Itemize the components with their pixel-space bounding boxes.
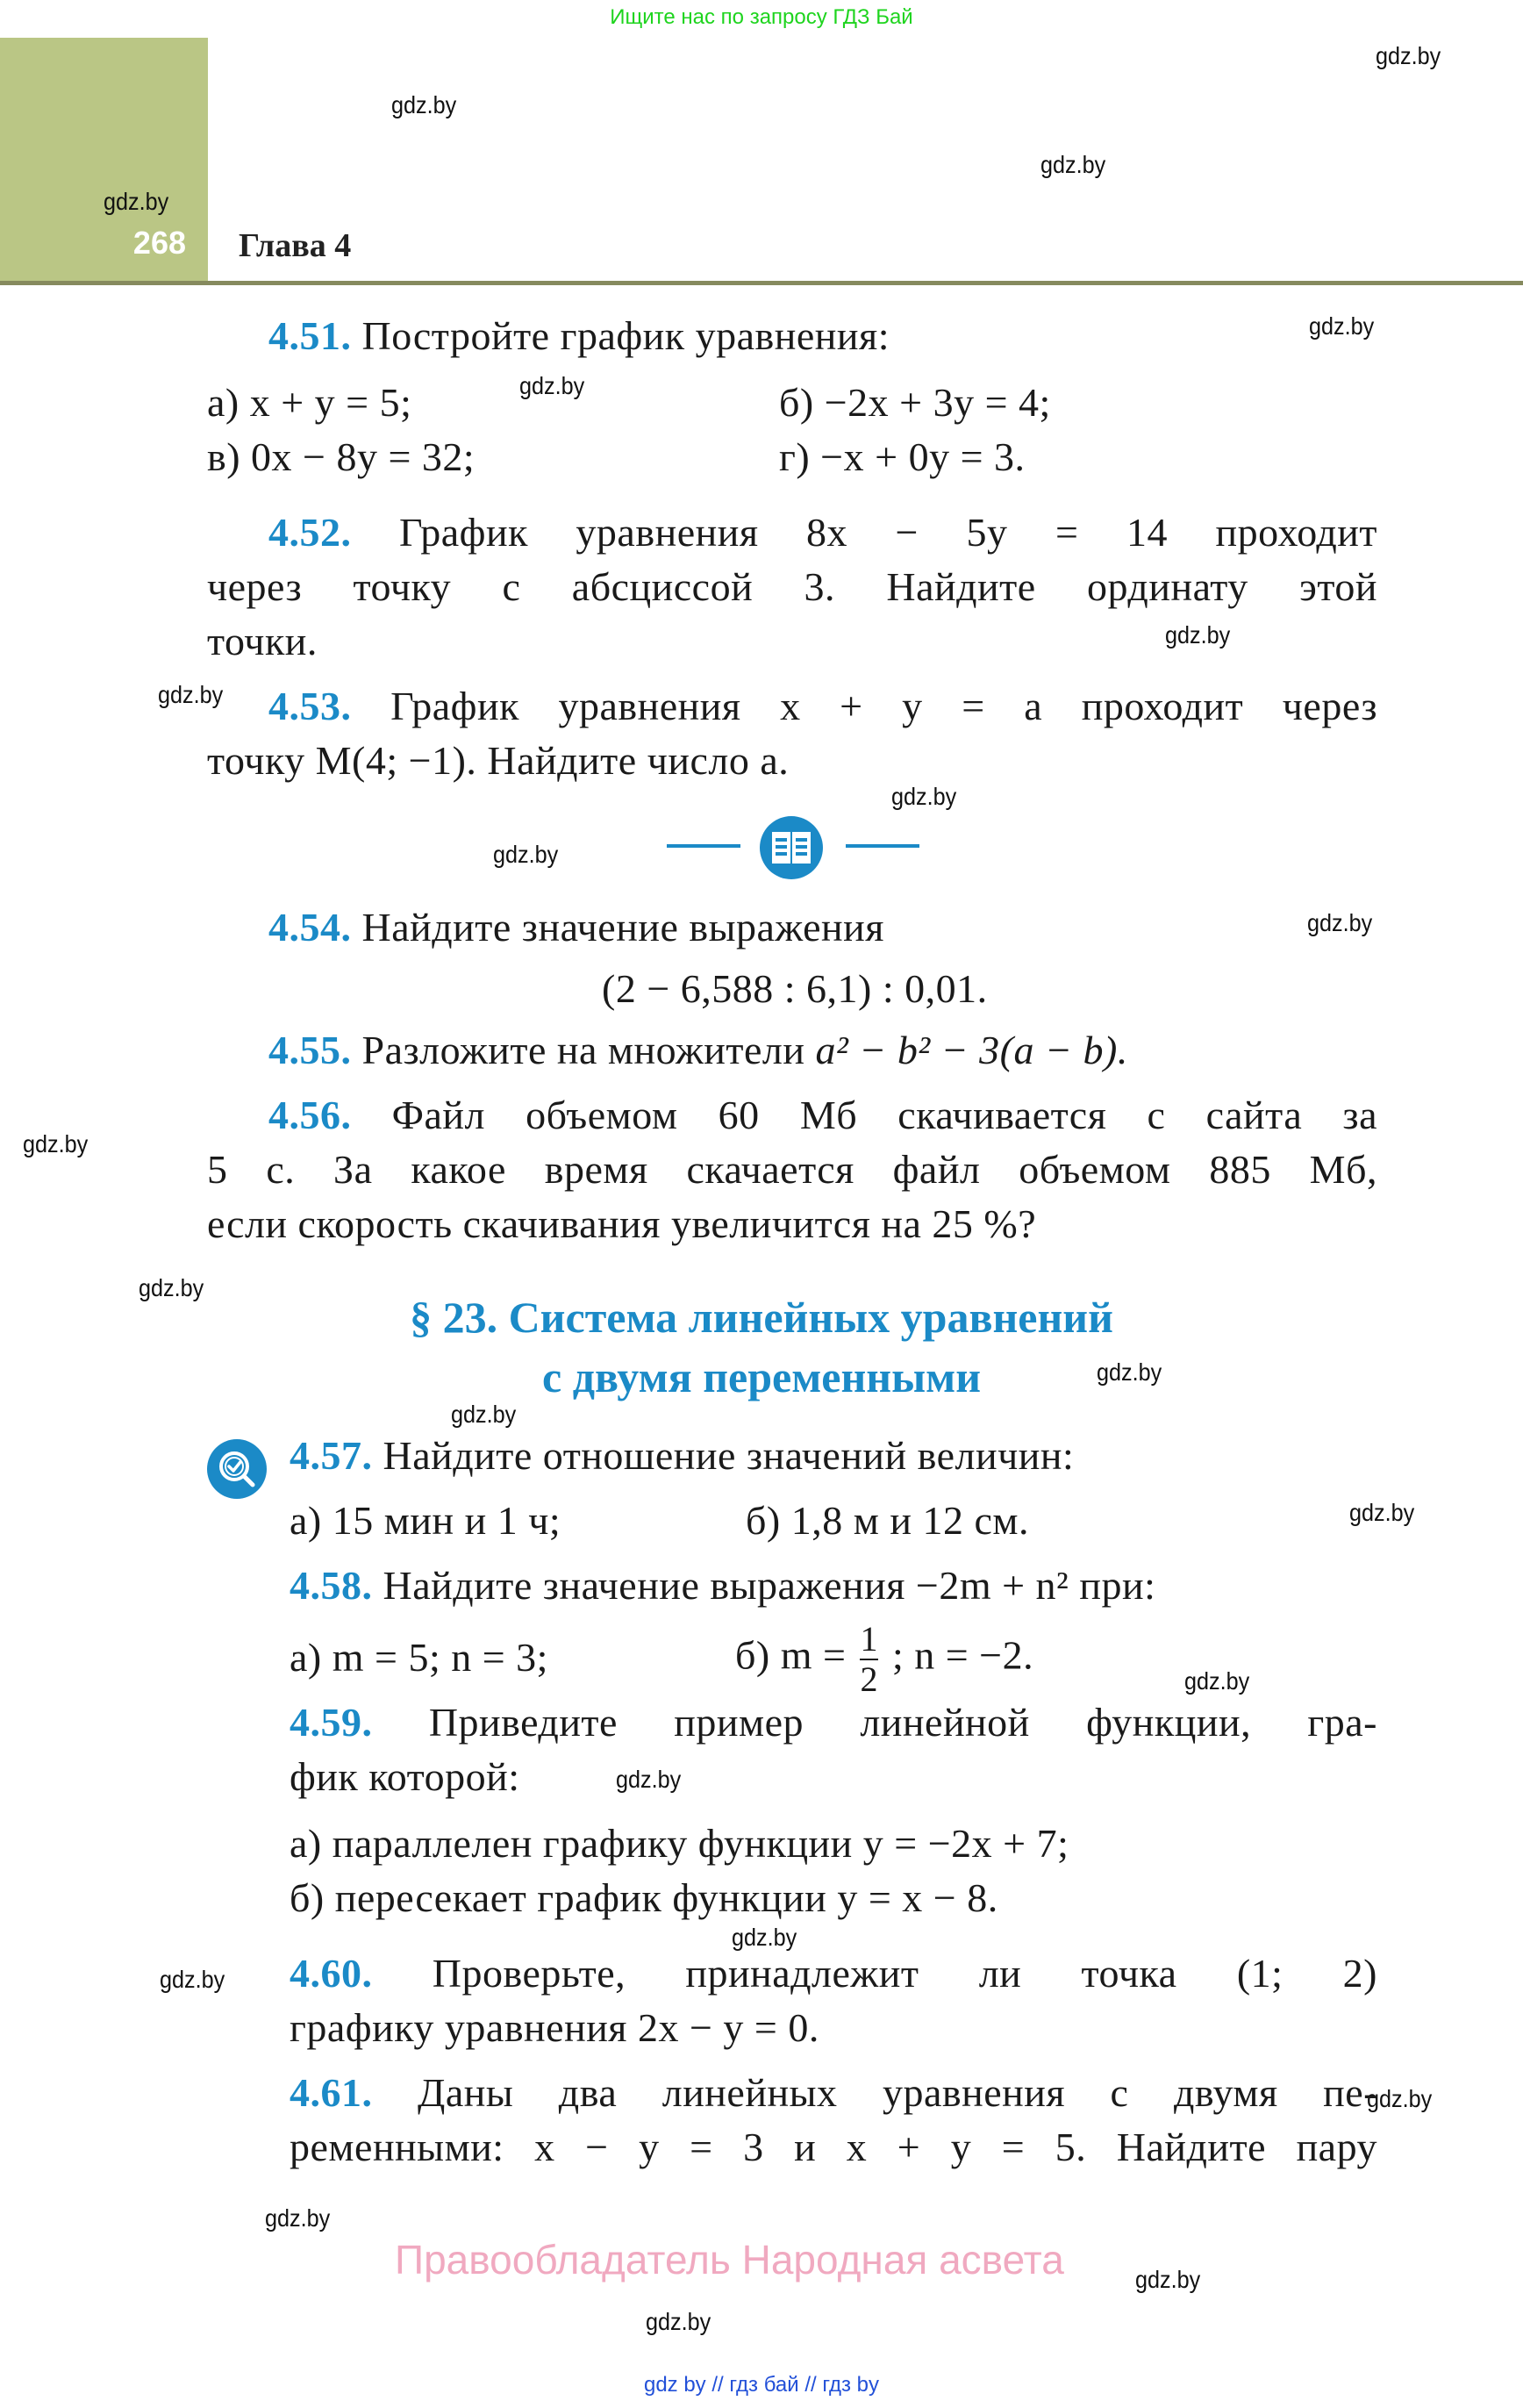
- problem-text: ; n = −2.: [891, 1632, 1034, 1678]
- problem-number: 4.56.: [268, 1093, 352, 1137]
- problem-4-59-b: б) пересекает график функции y = x − 8.: [290, 1875, 998, 1920]
- problem-text: Постройте график уравнения:: [361, 313, 890, 358]
- footer-links[interactable]: gdz by // гдз бай // гдз by: [643, 2373, 880, 2397]
- book-icon: [760, 816, 823, 879]
- fraction: [860, 1619, 878, 1699]
- problem-number: 4.57.: [290, 1433, 373, 1478]
- problem-4-51: [268, 312, 890, 359]
- watermark: gdz.by: [1376, 42, 1441, 69]
- problem-text: Проверьте, принадлежит ли точка (1; 2): [432, 1951, 1378, 1996]
- problem-text: График уравнения x + y = a проходит через: [390, 684, 1377, 728]
- page-number: 268: [132, 225, 186, 261]
- problem-4-56: [268, 1092, 1377, 1138]
- watermark: gdz.by: [519, 372, 585, 399]
- fraction-numerator: 1: [860, 1619, 878, 1659]
- problem-4-57-b: б) 1,8 м и 12 см.: [746, 1498, 1029, 1543]
- watermark: gdz.by: [1349, 1499, 1415, 1526]
- problem-4-53: [268, 683, 1377, 729]
- watermark: gdz.by: [391, 91, 457, 118]
- problem-4-58-b: [735, 1619, 1034, 1699]
- problem-number: 4.53.: [268, 684, 352, 728]
- watermark: gdz.by: [616, 1766, 682, 1793]
- magnifier-check-icon: [207, 1439, 267, 1499]
- problem-4-51-a: а) x + y = 5;: [207, 380, 412, 425]
- watermark: gdz.by: [1135, 2266, 1201, 2293]
- watermark: gdz.by: [891, 783, 957, 810]
- watermark: gdz.by: [139, 1274, 204, 1301]
- watermark: gdz.by: [1307, 909, 1373, 936]
- section-title-line-2: с двумя переменными: [542, 1352, 981, 1401]
- problem-text: График уравнения 8x − 5y = 14 проходит: [399, 510, 1378, 555]
- problem-number: 4.58.: [290, 1563, 373, 1608]
- watermark: gdz.by: [1184, 1667, 1250, 1695]
- problem-text: ременными: x − y = 3 и x + y = 5. Найдите пару: [290, 2125, 1377, 2169]
- watermark: gdz.by: [1367, 2085, 1433, 2112]
- watermark: gdz.by: [1309, 312, 1375, 340]
- problem-number: 4.55.: [268, 1028, 352, 1072]
- watermark: gdz.by: [493, 841, 559, 868]
- problem-4-51-g: г) −x + 0y = 3.: [779, 434, 1026, 479]
- problem-text: Разложите на множители: [361, 1028, 805, 1072]
- problem-4-51-v: в) 0x − 8y = 32;: [207, 434, 475, 479]
- copyright-notice: Правообладатель Народная асвета: [395, 2237, 1064, 2283]
- problem-number: 4.61.: [290, 2070, 373, 2115]
- problem-text: Найдите значение выражения −2m + n² при:: [383, 1563, 1156, 1608]
- problem-number: 4.54.: [268, 905, 352, 950]
- problem-4-57: [290, 1432, 1074, 1479]
- top-banner: Ищите нас по запросу ГДЗ Бай: [610, 5, 913, 29]
- watermark: gdz.by: [451, 1401, 517, 1428]
- watermark: gdz.by: [104, 188, 169, 215]
- problem-text: через точку с абсциссой 3. Найдите ординату этой: [207, 564, 1377, 609]
- problem-4-59: [290, 1699, 1377, 1745]
- problem-4-57-a: а) 15 мин и 1 ч;: [290, 1498, 561, 1543]
- problem-4-55: [268, 1027, 1128, 1073]
- problem-4-54-expression: (2 − 6,588 : 6,1) : 0,01.: [602, 966, 988, 1011]
- watermark: gdz.by: [1040, 151, 1106, 178]
- problem-number: 4.51.: [268, 313, 352, 358]
- problem-4-60: [290, 1950, 1377, 1996]
- divider-line-right: [846, 844, 919, 848]
- problem-text: графику уравнения 2x − y = 0.: [290, 2005, 819, 2050]
- problem-4-52: [268, 509, 1377, 555]
- problem-number: 4.59.: [290, 1700, 373, 1745]
- problem-text: Приведите пример линейной функции, гра-: [428, 1700, 1377, 1745]
- fraction-denominator: 2: [860, 1659, 878, 1699]
- problem-text: Файл объемом 60 Мб скачивается с сайта за: [391, 1093, 1377, 1137]
- problem-expression: a² − b² − 3(a − b).: [815, 1028, 1128, 1072]
- watermark: gdz.by: [646, 2308, 711, 2335]
- problem-text: если скорость скачивания увеличится на 25 %?: [207, 1201, 1037, 1246]
- problem-text: Найдите значение выражения: [361, 905, 884, 950]
- watermark: gdz.by: [732, 1924, 797, 1951]
- problem-text: Найдите отношение значений величин:: [383, 1433, 1075, 1478]
- watermark: gdz.by: [1097, 1358, 1162, 1386]
- problem-text: б) m =: [735, 1632, 847, 1678]
- problem-4-51-b: б) −2x + 3y = 4;: [779, 380, 1051, 425]
- problem-text: точки.: [207, 619, 318, 663]
- watermark: gdz.by: [1165, 621, 1231, 649]
- problem-text: точку M(4; −1). Найдите число a.: [207, 738, 790, 783]
- problem-4-59-a: а) параллелен графику функции y = −2x + 7;: [290, 1821, 1069, 1866]
- problem-text: 5 с. За какое время скачается файл объемом 885 Мб,: [207, 1147, 1377, 1192]
- watermark: gdz.by: [265, 2204, 331, 2232]
- problem-4-54: [268, 904, 884, 950]
- divider-line-left: [667, 844, 740, 848]
- chapter-title: Глава 4: [239, 227, 352, 264]
- problem-text: фик которой:: [290, 1754, 520, 1799]
- problem-4-61: [290, 2069, 1377, 2116]
- problem-number: 4.60.: [290, 1951, 373, 1996]
- section-title-line-1: § 23. Система линейных уравнений: [410, 1293, 1113, 1342]
- problem-text: Даны два линейных уравнения с двумя пе-: [418, 2070, 1378, 2115]
- problem-4-58-a: а) m = 5; n = 3;: [290, 1635, 548, 1680]
- header-rule: [0, 281, 1523, 285]
- problem-number: 4.52.: [268, 510, 352, 555]
- problem-4-58: [290, 1562, 1155, 1609]
- watermark: gdz.by: [160, 1966, 225, 1993]
- watermark: gdz.by: [158, 681, 224, 708]
- watermark: gdz.by: [23, 1130, 89, 1157]
